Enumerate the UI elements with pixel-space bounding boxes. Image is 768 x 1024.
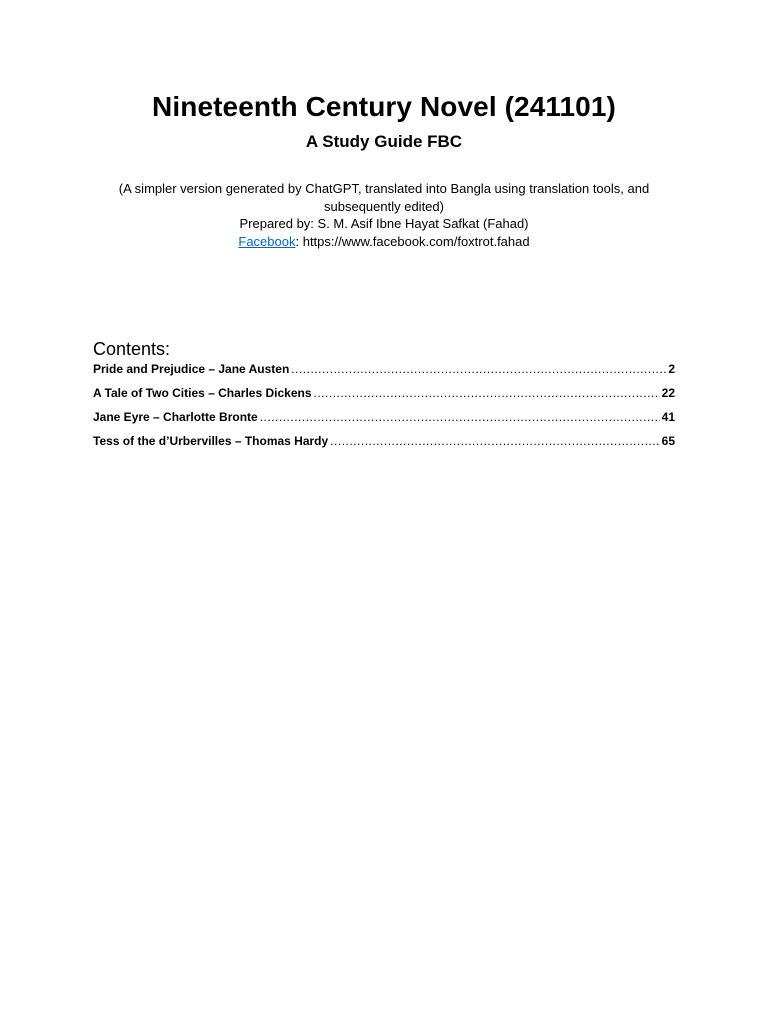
toc-entry-tess[interactable] (93, 433, 675, 457)
facebook-link[interactable]: Facebook (238, 233, 296, 249)
contents-heading: Contents: (93, 339, 171, 359)
toc-entry-jane-eyre[interactable] (93, 409, 675, 433)
document-subtitle: A Study Guide FBC (305, 132, 463, 151)
toc-entry-title: Tess of the d’Urbervilles – Thomas Hardy (93, 434, 329, 448)
toc-entry-title: A Tale of Two Cities – Charles Dickens (93, 386, 312, 400)
toc-entry-page: 65 (661, 434, 675, 448)
document-note (112, 180, 656, 250)
toc-dot-leader (314, 385, 660, 402)
toc-entry-page: 22 (661, 386, 675, 400)
toc-dot-leader (291, 361, 666, 378)
table-of-contents (93, 361, 675, 457)
toc-entry-page: 41 (661, 410, 675, 424)
toc-entry-title: Jane Eyre – Charlotte Bronte (93, 410, 258, 424)
document-title: Nineteenth Century Novel (241101) (152, 91, 616, 122)
toc-entry-title: Pride and Prejudice – Jane Austen (93, 362, 290, 376)
toc-entry-pride-and-prejudice[interactable] (93, 361, 675, 385)
facebook-url: : https://www.facebook.com/foxtrot.fahad (295, 233, 530, 249)
toc-dot-leader (260, 409, 660, 426)
note-line-1: (A simpler version generated by ChatGPT, translated into Bangla using translation tools, and (118, 181, 650, 196)
facebook-line (112, 233, 656, 251)
prepared-by: Prepared by: S. M. Asif Ibne Hayat Safkat (Fahad) (239, 216, 529, 231)
toc-entry-tale-of-two-cities[interactable] (93, 385, 675, 409)
note-line-2: subsequently edited) (324, 198, 444, 214)
toc-dot-leader (330, 433, 659, 450)
toc-entry-page: 2 (668, 362, 675, 376)
